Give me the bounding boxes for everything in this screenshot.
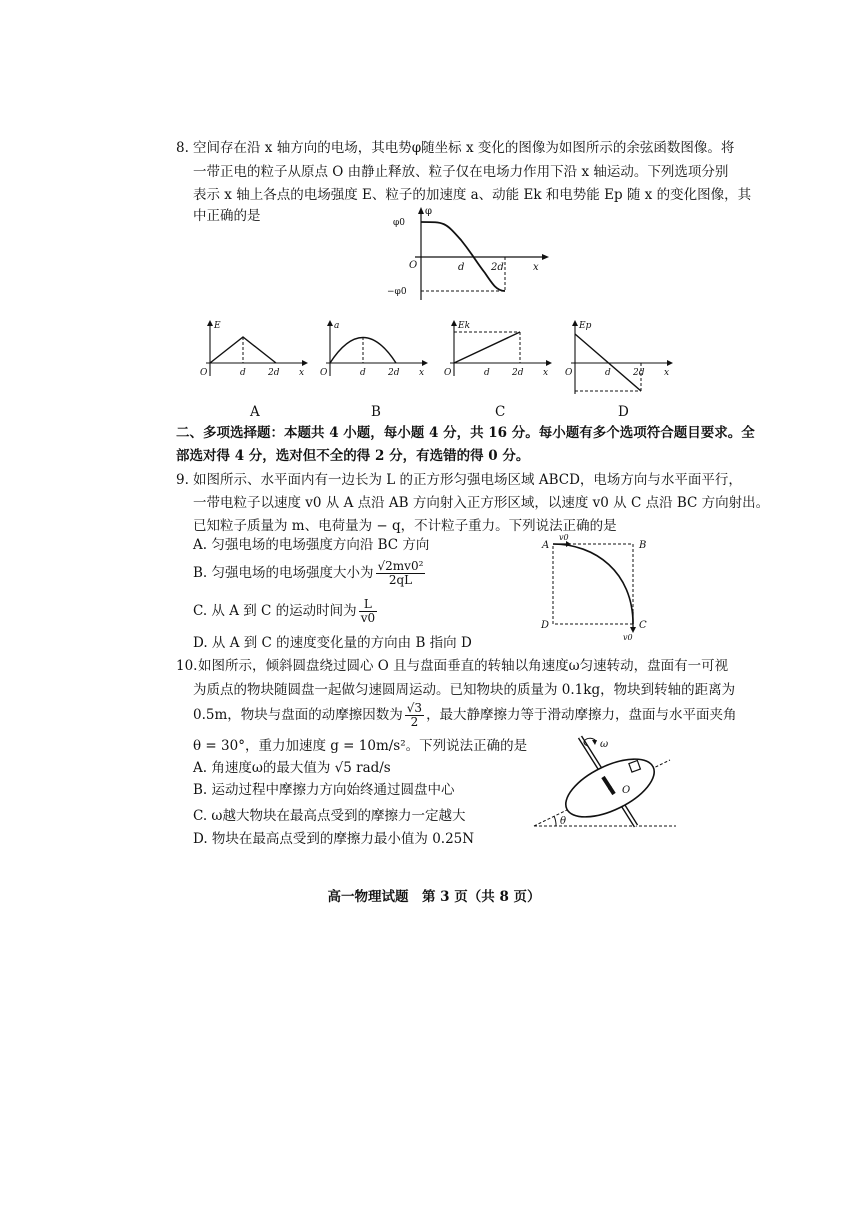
svg-text:O: O xyxy=(565,368,573,378)
svg-text:x: x xyxy=(664,368,670,378)
svg-text:O: O xyxy=(200,368,208,378)
svg-text:O: O xyxy=(320,368,328,378)
q10-option-a[interactable]: A. 角速度ω的最大值为 √5 rad/s xyxy=(193,760,391,776)
page-footer: 高一物理试题 第 3 页（共 8 页） xyxy=(327,889,541,905)
svg-text:A: A xyxy=(542,540,550,551)
q10-line-3: 0.5m，物块与盘面的动摩擦因数为 $\frac{√3}{2}$ ，最大静摩擦力等于滑动摩擦力，盘面与水平面夹角 xyxy=(193,701,737,729)
q8-line-3: 表示 x 轴上各点的电场强度 E、粒子的加速度 a、动能 Ek 和电势能 Ep 随 x 的变化图像，其 xyxy=(193,187,752,203)
q10-line-1: 如图所示，倾斜圆盘绕过圆心 O 且与盘面垂直的转轴以角速度ω匀速转动，盘面有一可视 xyxy=(198,658,729,674)
svg-text:ω: ω xyxy=(600,739,609,750)
svg-text:x: x xyxy=(299,368,305,378)
q8-phi-y-top: φ0 xyxy=(393,218,406,228)
q8-phi-d: d xyxy=(458,262,465,273)
q8-option-b-graph xyxy=(318,318,433,380)
q10-friction-denominator: 2 xyxy=(410,715,419,729)
q8-option-c-graph xyxy=(442,318,557,380)
q10-tilted-disk-diagram xyxy=(530,732,680,832)
svg-text:2d: 2d xyxy=(268,368,280,378)
q9-option-b-denominator: 2qL xyxy=(388,573,413,587)
svg-text:d: d xyxy=(484,368,490,378)
q9-line-3: 已知粒子质量为 m、电荷量为 − q，不计粒子重力。下列说法正确的是 xyxy=(193,518,617,534)
svg-text:d: d xyxy=(360,368,366,378)
section2-line-1: 二、多项选择题：本题共 4 小题，每小题 4 分，共 16 分。每小题有多个选项符合题目要求。全 xyxy=(176,425,755,441)
q8-option-c-label[interactable]: C xyxy=(495,404,506,420)
q9-number: 9. xyxy=(176,472,189,488)
q9-option-b-numerator: √2mv0² xyxy=(377,559,424,573)
q8-option-a-label[interactable]: A xyxy=(250,404,260,420)
q10-option-b[interactable]: B. 运动过程中摩擦力方向始终通过圆盘中心 xyxy=(193,782,455,798)
q9-option-c-denominator: v0 xyxy=(360,611,376,625)
section2-line-2: 部选对得 4 分，选对但不全的得 2 分，有选错的得 0 分。 xyxy=(176,448,530,464)
q8-line-4: 中正确的是 xyxy=(193,208,261,224)
svg-text:v0: v0 xyxy=(623,633,633,642)
q10-option-d[interactable]: D. 物块在最高点受到的摩擦力最小值为 0.25N xyxy=(193,831,475,847)
q8-phi-origin: O xyxy=(409,260,418,271)
q10-line-2: 为质点的物块随圆盘一起做匀速圆周运动。已知物块的质量为 0.1kg，物块到转轴的距离为 xyxy=(193,682,736,698)
q8-option-d-label[interactable]: D xyxy=(618,404,629,420)
svg-text:O: O xyxy=(622,785,631,796)
q8-line-1: 空间存在沿 x 轴方向的电场，其电势φ随坐标 x 变化的图像为如图所示的余弦函数图像。将 xyxy=(193,140,735,156)
svg-text:Ek: Ek xyxy=(458,321,471,331)
svg-text:d: d xyxy=(240,368,246,378)
svg-text:B: B xyxy=(639,540,647,551)
q10-line-4: θ = 30°，重力加速度 g = 10m/s²。下列说法正确的是 xyxy=(193,738,528,754)
q8-phi-2d: 2d xyxy=(491,262,504,273)
q8-option-a-graph xyxy=(198,318,313,380)
svg-text:a: a xyxy=(334,321,340,331)
svg-text:d: d xyxy=(605,368,611,378)
svg-text:θ: θ xyxy=(560,816,567,827)
q9-option-c[interactable]: C. 从 A 到 C 的运动时间为 $\frac{L}{v0}$ xyxy=(193,597,376,625)
q9-option-b[interactable]: B. 匀强电场的电场强度大小为 $\frac{\text{√2mv0²}}{2qL}$ xyxy=(193,559,424,587)
q9-option-d[interactable]: D. 从 A 到 C 的速度变化量的方向由 B 指向 D xyxy=(193,635,472,651)
q8-line-2: 一带正电的粒子从原点 O 由静止释放、粒子仅在电场力作用下沿 x 轴运动。下列选项分别 xyxy=(193,164,729,180)
q10-option-c[interactable]: C. ω越大物块在最高点受到的摩擦力一定越大 xyxy=(193,808,466,824)
svg-text:O: O xyxy=(444,368,452,378)
q8-phi-x: x xyxy=(533,262,539,273)
q8-phi-ylabel: φ xyxy=(425,206,433,217)
q10-friction-numerator: √3 xyxy=(406,701,423,715)
q9-option-a[interactable]: A. 匀强电场的电场强度方向沿 BC 方向 xyxy=(193,537,430,553)
q8-option-b-label[interactable]: B xyxy=(371,404,381,420)
svg-text:x: x xyxy=(543,368,549,378)
q8-phi-y-bottom: −φ0 xyxy=(387,287,407,297)
svg-text:2d: 2d xyxy=(633,368,645,378)
q8-number: 8. xyxy=(176,140,189,156)
q9-line-1: 如图所示、水平面内有一边长为 L 的正方形匀强电场区域 ABCD，电场方向与水平面平行， xyxy=(193,472,742,488)
q10-number: 10. xyxy=(176,658,198,674)
svg-text:2d: 2d xyxy=(512,368,524,378)
svg-text:D: D xyxy=(541,620,550,631)
svg-text:E: E xyxy=(214,321,221,331)
svg-text:x: x xyxy=(419,368,425,378)
q9-square-field-diagram xyxy=(535,532,655,642)
q8-option-d-graph xyxy=(563,318,678,398)
svg-text:v0: v0 xyxy=(559,533,569,542)
svg-text:2d: 2d xyxy=(388,368,400,378)
svg-text:Ep: Ep xyxy=(579,321,592,331)
q9-option-c-numerator: L xyxy=(359,598,377,612)
q8-phi-graph xyxy=(385,205,555,305)
q9-line-2: 一带电粒子以速度 v0 从 A 点沿 AB 方向射入正方形区域，以速度 v0 从 C 点沿 BC 方向射出。 xyxy=(193,495,770,511)
svg-text:C: C xyxy=(639,620,647,631)
